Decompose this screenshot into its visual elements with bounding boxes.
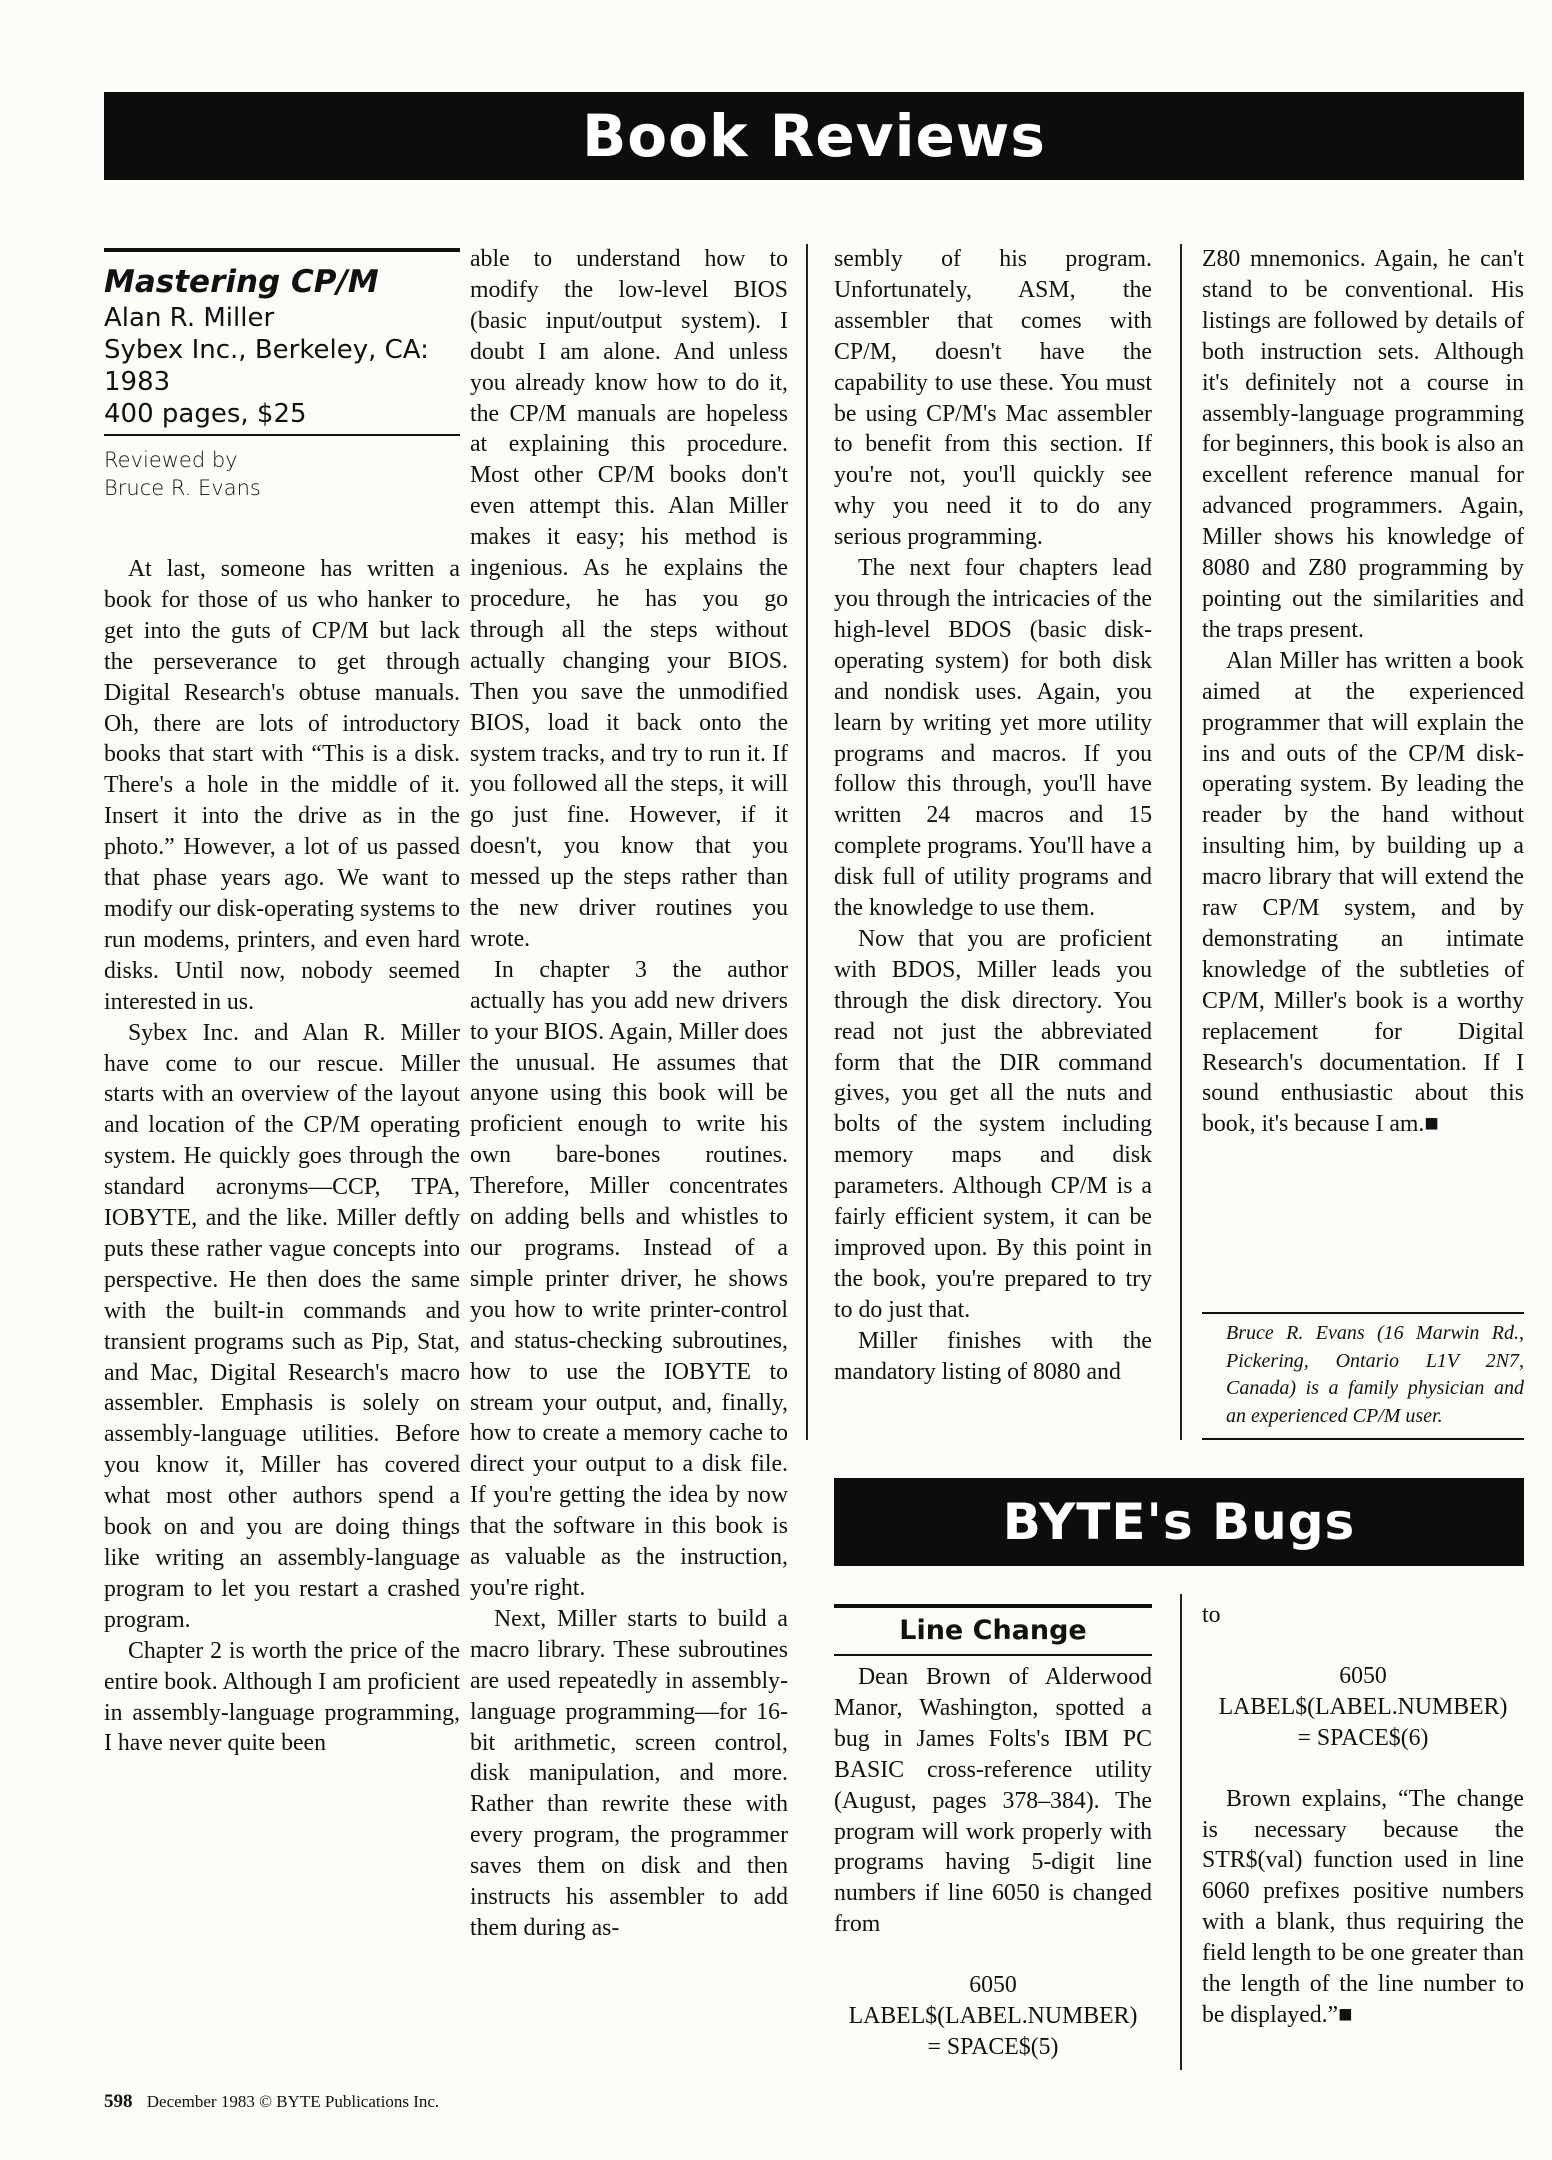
page-number: 598 <box>104 2091 133 2112</box>
divider-3-4 <box>1180 244 1182 1440</box>
bugs-intro: Dean Brown of Alderwood Manor, Washington, spotted a bug in James Folts's IBM PC BASIC cross-reference utility (August, pages 378–384). The program will work properly with programs having 5-digit line numbers if line 6050 is changed from <box>834 1664 1152 1938</box>
column-1 <box>104 262 460 1759</box>
reviewed-by: Reviewed by <box>104 448 238 472</box>
reviewer-bio: Bruce R. Evans (16 Marwin Rd., Pickering, Ontario L1V 2N7, Canada) is a family physician and an experienced CP/M user. <box>1226 1322 1524 1427</box>
book-publisher: Sybex Inc., Berkeley, CA: 1983 <box>104 335 429 397</box>
review-paragraph-1: At last, someone has written a book for those of us who hanker to get into the guts of CP/M but lack the perseverance to get through Digital Research's obtuse manuals. Oh, there are lots of introductory books that start with “This is a disk. There's a hole in the middle of it. Insert it into the drive as in the photo.” However, a lot of us passed that phase years ago. We want to modify our disk-operating systems to run modems, printers, and even hard disks. Until now, nobody seemed interested in us. <box>104 556 460 1015</box>
book-pages-price: 400 pages, $25 <box>104 399 307 429</box>
review-paragraph-3-cont: able to understand how to modify the low-level BIOS (basic input/output system). I doubt I am alone. And unless you already know how to do it, the CP/M manuals are hopeless at explaining this procedure. Most other CP/M books don't even attempt this. Alan Miller makes it easy; his method is ingenious. As he explains the procedure, he has you go through all the steps without actually changing your BIOS. Then you save the unmodified BIOS, load it back onto the system tracks, and try to run it. If you followed all the steps, it will go just fine. However, if it doesn't, you know that you messed up the steps rather than the new driver routines you wrote. <box>470 246 788 952</box>
divider-bugs <box>1180 1594 1182 2070</box>
column-4 <box>1202 244 1524 1140</box>
review-paragraph-7: Now that you are proficient with BDOS, Miller leads you through the disk directory. You read not just the abbreviated form that the DIR command gives, you get all the nuts and bolts of the system including memory maps and disk parameters. Although CP/M is a fairly efficient system, it can be improved upon. By this point in the book, you're prepared to try to do just that. <box>834 925 1152 1323</box>
review-paragraph-8: Miller finishes with the mandatory listing of 8080 and <box>834 1327 1152 1385</box>
review-paragraph-3: Chapter 2 is worth the price of the entire book. Although I am proficient in assembly-language programming, I have never quite been <box>104 1637 460 1757</box>
bugs-banner <box>834 1478 1524 1566</box>
column-2 <box>470 244 788 1944</box>
code-new-line-number: 6050 <box>1339 1662 1387 1689</box>
code-new-value: = SPACE$(6) <box>1297 1724 1429 1751</box>
bugs-column-1 <box>834 1662 1152 2063</box>
book-title: Mastering CP/M <box>104 264 379 300</box>
bio-top-rule <box>1202 1312 1524 1314</box>
book-author: Alan R. Miller <box>104 303 275 333</box>
review-paragraph-4: In chapter 3 the author actually has you add new drivers to your BIOS. Again, Miller does the unusual. He assumes that anyone using this book will be proficient enough to write his own bare-bones routines. Therefore, Miller concentrates on adding bells and whistles to our programs. Instead of a simple printer driver, he shows you how to write printer-control and status-checking subroutines, how to use the IOBYTE to stream your output, and, finally, how to create a memory cache to direct your output to a disk file. If you're getting the idea by now that the software in this book is as valuable as the instruction, you're right. <box>470 956 788 1601</box>
bugs-explanation: Brown explains, “The change is necessary because the STR$(val) function used in line 6060 prefixes positive numbers with a blank, thus requiring the field length to be one greater than the length of the line number to be displayed.”■ <box>1202 1785 1524 2028</box>
section-banner <box>104 92 1524 180</box>
review-paragraph-6: The next four chapters lead you through the intricacies of the high-level BDOS (basic disk-operating system) for both disk and nondisk uses. Again, you learn by writing yet more utility programs and macros. If you follow this through, you'll have written 24 macros and 15 complete programs. You'll have a disk full of utility programs and the knowledge to use them. <box>834 555 1152 922</box>
code-new-expression: LABEL$(LABEL.NUMBER) <box>1218 1693 1508 1720</box>
review-paragraph-8-cont: Z80 mnemonics. Again, he can't stand to be conventional. His listings are followed by details of both instruction sets. Although it's definitely not a course in assembly-language programming for beginners, this book is also an excellent reference manual for advanced programmers. Again, Miller shows his knowledge of 8080 and Z80 programming by pointing out the similarities and the traps present. <box>1202 246 1524 643</box>
bugs-headline-bottom-rule <box>834 1654 1152 1656</box>
code-old-expression: LABEL$(LABEL.NUMBER) <box>848 2003 1138 2030</box>
bugs-headline: Line Change <box>899 1615 1087 1646</box>
column-3 <box>834 244 1152 1388</box>
bugs-title: BYTE's Bugs <box>1002 1493 1356 1551</box>
bugs-to: to <box>1202 1602 1221 1628</box>
review-paragraph-5: Next, Miller starts to build a macro library. These subroutines are used repeatedly in assembly-language programming—for 16-bit arithmetic, screen control, disk manipulation, and more. Rather than rewrite these with every program, the programmer saves them on disk and then instructs his assembler to add them during as- <box>470 1605 788 1941</box>
bugs-column-2 <box>1202 1600 1524 2031</box>
bugs-headline-top-rule <box>834 1604 1152 1608</box>
review-top-rule <box>104 248 460 252</box>
footer <box>104 2090 439 2114</box>
review-paragraph-5-cont: sembly of his program. Unfortunately, ASM, the assembler that comes with CP/M, doesn't have the capability to use these. You must be using CP/M's Mac assembler to benefit from this section. If you're not, you'll quickly see why you need it to do any serious programming. <box>834 246 1152 551</box>
footer-text: December 1983 © BYTE Publications Inc. <box>146 2092 440 2111</box>
reviewer-name: Bruce R. Evans <box>104 476 261 500</box>
review-paragraph-2: Sybex Inc. and Alan R. Miller have come to our rescue. Miller starts with an overview of the layout and location of the CP/M operating system. He quickly goes through the standard acronyms—CCP, TPA, IOBYTE, and the like. Miller deftly puts these rather vague concepts into perspective. He then does the same with the built-in commands and transient programs such as Pip, Stat, and Mac, Digital Research's macro assembler. Emphasis is solely on assembly-language utilities. Before you know it, Miller has covered what most other authors spend a book on and you are doing things like writing an assembly-language program to let you restart a crashed program. <box>104 1019 460 1633</box>
bio-bottom-rule <box>1202 1438 1524 1440</box>
section-title: Book Reviews <box>582 102 1046 170</box>
code-old-value: = SPACE$(5) <box>927 2033 1059 2060</box>
divider-2-3 <box>806 244 808 1440</box>
code-old-line-number: 6050 <box>969 1972 1017 1999</box>
review-paragraph-9: Alan Miller has written a book aimed at the experienced programmer that will explain the ins and outs of the CP/M disk-operating system. By leading the reader by the hand without insulting him, by building up a macro library that will extend the raw CP/M system, and by demonstrating an intimate knowledge of the subtleties of CP/M, Miller's book is a worthy replacement for Digital Research's documentation. If I sound enthusiastic about this book, it's because I am.■ <box>1202 647 1524 1138</box>
